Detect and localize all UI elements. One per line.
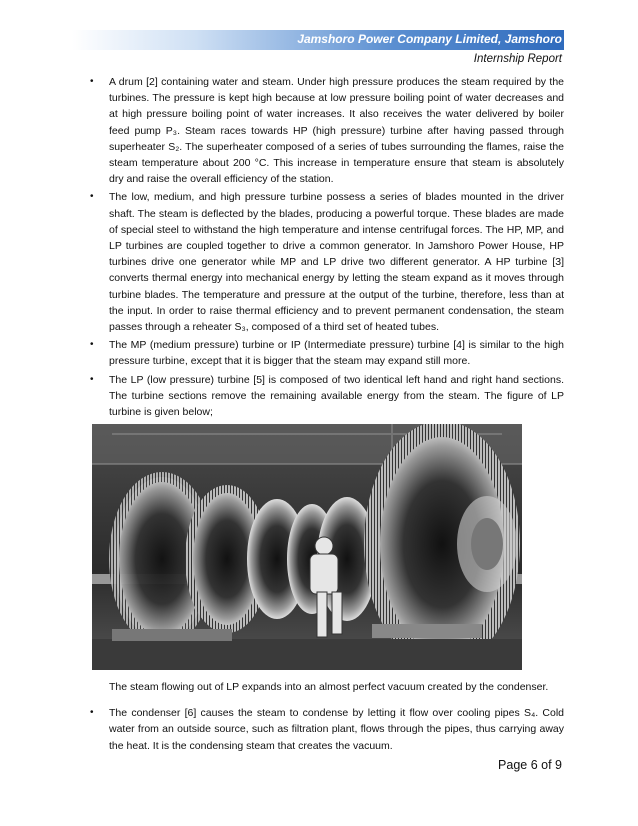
bullet-icon: • bbox=[90, 76, 94, 87]
bullet-item: • A drum [2] containing water and steam. Under high pressure produces the steam required by the turbines. The pressure is kept high because at low pressure boiling point of water decreases and at high pressure boiling point of water increases. It also receives the water delivered by boiler feed pump P₃. Steam races towards HP (high pressure) turbine after having passed through superheater S₂. The superheater composed of a series of tubes surrounding the flames, raise the steam temperature about 200 °C. This increase in temperature ensure that steam is absolutely dry and raise the overall efficiency of the station. bbox=[90, 76, 564, 186]
figure-caption: The steam flowing out of LP expands into an almost perfect vacuum created by the condenser. bbox=[109, 681, 549, 694]
bullet-item: • The condenser [6] causes the steam to condense by letting it flow over cooling pipes S₄. Cold water from an outside source, such as filtration plant, flows through the pipes, thus carrying away the heat. It is the condensing steam that creates the vacuum. bbox=[90, 707, 564, 752]
bullet-list-top bbox=[90, 74, 564, 420]
report-title: Internship Report bbox=[473, 53, 562, 65]
bullet-icon: • bbox=[90, 191, 94, 203]
bullet-item: • The LP (low pressure) turbine [5] is composed of two identical left hand and right hand sections. The turbine sections remove the remaining available energy from the steam. The figure of LP turbine is given below; bbox=[90, 373, 564, 419]
turbine-illustration bbox=[92, 424, 522, 670]
lp-turbine-photo bbox=[92, 424, 522, 670]
page-content bbox=[90, 74, 564, 756]
page-number: Page 6 of 9 bbox=[498, 758, 562, 772]
bullet-list-bottom bbox=[90, 705, 564, 754]
bullet-icon: • bbox=[90, 707, 94, 719]
bullet-item: • The low, medium, and high pressure turbine possess a series of blades mounted in the driver shaft. The steam is deflected by the blades, producing a powerful torque. These blades are made of special steel to withstand the high temperature and intense centrifugal forces. The HP, MP, and LP turbines are coupled together to drive a common generator. In Jamshoro Power House, HP turbines drive one generator while MP and LP drive two different generator. A HP turbine [3] converts thermal energy into mechanical energy by letting the steam expand as it moves through turbine blades. The temperature and pressure at the output of the turbine, therefore, less than at the input. In order to raise thermal efficiency and to prevent permanent condensation, the steam passes through a reheater S₃, composed of a third set of heated tubes. bbox=[90, 191, 564, 334]
bullet-item: • The MP (medium pressure) turbine or IP (Intermediate pressure) turbine [4] is similar to the high pressure turbine, except that it is bigger that the steam may expand still more. bbox=[90, 339, 564, 368]
bullet-icon: • bbox=[90, 373, 94, 385]
bullet-icon: • bbox=[90, 339, 94, 351]
company-name: Jamshoro Power Company Limited, Jamshoro bbox=[297, 32, 562, 46]
